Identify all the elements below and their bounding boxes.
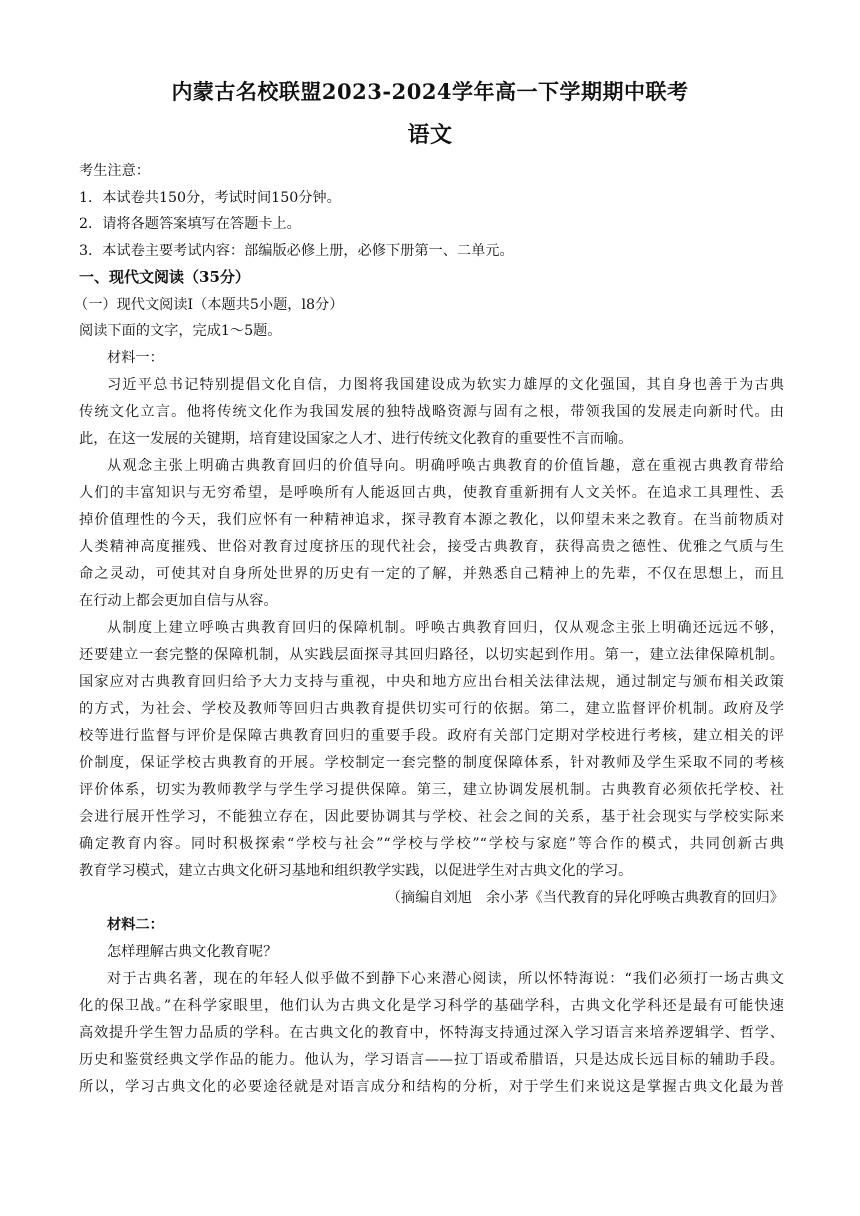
paragraph-line: 从观念主张上明确古典教育回归的价值导向。明确呼唤古典教育的价值旨趣，意在重视古典教育带给 <box>107 458 784 474</box>
paragraph-line: 历史和鉴赏经典文学作品的能力。他认为，学习语言——拉丁语或希腊语，只是达成长远目标的辅助手段。 <box>79 1052 784 1068</box>
paragraph-line: 国家应对古典教育回归给予大力支持与重视，中央和地方应出台相关法律法规，通过制定与颁布相关政策 <box>79 674 784 690</box>
paragraph-line: 确定教育内容。同时积极探索“学校与社会”“学校与学校”“学校与家庭”等合作的模式，共同创新古典 <box>79 836 784 852</box>
paragraph-line: 高效提升学生智力品质的学科。在古典文化的教育中，怀特海支持通过深入学习语言来培养逻辑学、哲学、 <box>79 1025 784 1041</box>
material-label: 材料二： <box>107 917 164 933</box>
note-item: 1．本试卷共150分，考试时间150分钟。 <box>79 190 341 206</box>
reading-instruction: 阅读下面的文字，完成1～5题。 <box>79 323 282 339</box>
paragraph-line: 会进行展开性学习，不能独立存在，因此要协调其与学校、社会之间的关系，基于社会现实与学校实际来 <box>79 809 784 825</box>
material-label: 材料一： <box>107 350 164 366</box>
paragraph-line: 评价体系，切实为教师教学与学生学习提供保障。第三，建立协调发展机制。古典教育必须依托学校、社 <box>79 782 784 798</box>
note-item: 3．本试卷主要考试内容：部编版必修上册，必修下册第一、二单元。 <box>79 243 514 259</box>
paragraph-line: 怎样理解古典文化教育呢？ <box>107 944 278 960</box>
subsection-heading: （一）现代文阅读Ⅰ（本题共5小题，l8分） <box>74 297 344 313</box>
section-heading: 一、现代文阅读（35分） <box>79 268 250 286</box>
notes-heading: 考生注意： <box>79 163 150 179</box>
exam-subject: 语文 <box>407 122 453 148</box>
paragraph-line: 教育学习模式，建立古典文化研习基地和组织教学实践，以促进学生对古典文化的学习。 <box>79 863 633 879</box>
paragraph-line: 从制度上建立呼唤古典教育回归的保障机制。呼唤古典教育回归，仅从观念主张上明确还远远不够， <box>107 620 784 636</box>
material-source: （摘编自刘旭 余小茅《当代教育的异化呼唤古典教育的回归》 <box>386 890 784 906</box>
paragraph-line: 校等进行监督与评价是保障古典教育回归的重要手段。政府有关部门定期对学校进行考核，建立相关的评 <box>79 728 784 744</box>
paragraph-line: 此，在这一发展的关键期，培育建设国家之人才、进行传统文化教育的重要性不言而喻。 <box>79 431 633 447</box>
paragraph-line: 所以，学习古典文化的必要途径就是对语言成分和结构的分析，对于学生们来说这是掌握古典文化最为普 <box>79 1079 784 1095</box>
paragraph-line: 人们的丰富知识与无穷希望，是呼唤所有人能返回古典，使教育重新拥有人文关怀。在追求工具理性、丢 <box>79 485 784 501</box>
paragraph-line: 在行动上都会更加自信与从容。 <box>79 593 278 609</box>
paragraph-line: 命之灵动，可使其对自身所处世界的历史有一定的了解，并熟悉自己精神上的先辈，不仅在思想上，而且 <box>79 566 784 582</box>
paragraph-line: 传统文化立言。他将传统文化作为我国发展的独特战略资源与固有之根，带领我国的发展走向新时代。由 <box>79 404 784 420</box>
note-item: 2．请将各题答案填写在答题卡上。 <box>79 216 301 232</box>
paragraph-line: 化的保卫战。”在科学家眼里，他们认为古典文化是学习科学的基础学科，古典文化学科还是最有可能快速 <box>79 998 784 1014</box>
paragraph-line: 价制度，保证学校古典教育的开展。学校制定一套完整的制度保障体系，针对教师及学生采取不同的考核 <box>79 755 784 771</box>
exam-title: 内蒙古名校联盟2023-2024学年高一下学期期中联考 <box>171 79 689 104</box>
paragraph-line: 习近平总书记特别提倡文化自信，力图将我国建设成为软实力雄厚的文化强国，其自身也善于为古典 <box>107 377 784 393</box>
paragraph-line: 掉价值理性的今天，我们应怀有一种精神追求，探寻教育本源之教化，以仰望未来之教育。在当前物质对 <box>79 512 784 528</box>
paragraph-line: 人类精神高度摧残、世俗对教育过度挤压的现代社会，接受古典教育，获得高贵之德性、优雅之气质与生 <box>79 539 784 555</box>
paragraph-line: 的方式，为社会、学校及教师等回归古典教育提供切实可行的依据。第二，建立监督评价机制。政府及学 <box>79 701 784 717</box>
paragraph-line: 对于古典名著，现在的年轻人似乎做不到静下心来潜心阅读，所以怀特海说：“我们必须打一场古典文 <box>107 971 784 987</box>
paragraph-line: 还要建立一套完整的保障机制，从实践层面探寻其回归路径，以切实起到作用。第一，建立法律保障机制。 <box>79 647 784 663</box>
